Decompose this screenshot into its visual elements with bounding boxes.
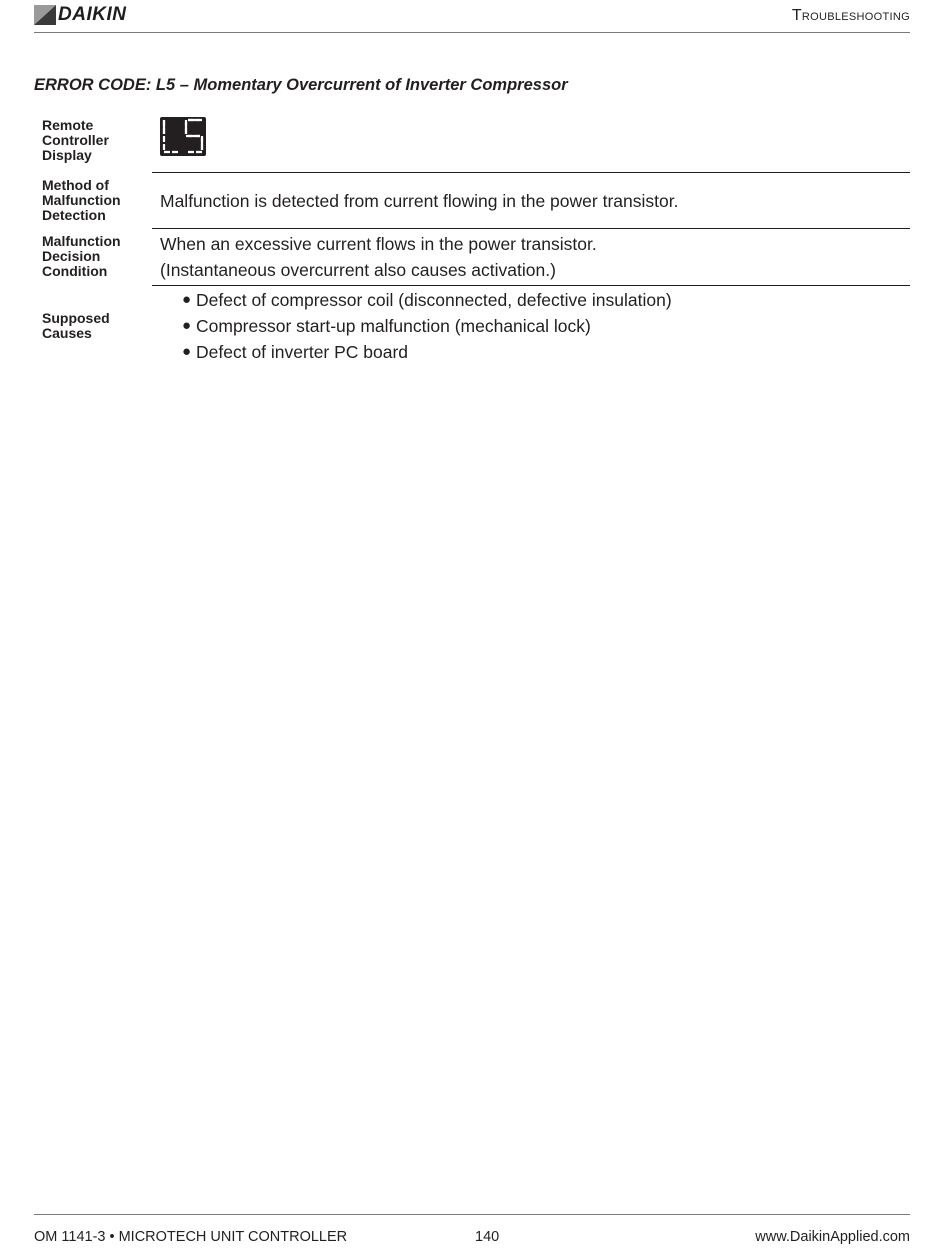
bullet-icon: ● [182, 343, 192, 360]
label-line: Malfunction [42, 192, 121, 208]
decision-line: (Instantaneous overcurrent also causes activation.) [160, 260, 556, 280]
label-line: Display [42, 147, 92, 163]
lcd-l5-segments-icon [160, 117, 206, 156]
label-remote-controller-display [42, 118, 109, 163]
label-line: Method of [42, 177, 109, 193]
daikin-logo [34, 4, 126, 26]
page-header [34, 0, 910, 33]
list-item [182, 313, 672, 339]
label-line: Condition [42, 263, 108, 279]
label-line: Causes [42, 325, 92, 341]
cause-text: Compressor start-up malfunction (mechanical lock) [196, 316, 591, 336]
label-line: Remote [42, 117, 94, 133]
bullet-icon: ● [182, 291, 192, 308]
row-divider [152, 228, 910, 229]
decision-line: When an excessive current flows in the power transistor. [160, 234, 597, 254]
label-line: Malfunction [42, 233, 121, 249]
bullet-icon: ● [182, 317, 192, 334]
label-line: Decision [42, 248, 101, 264]
section-title: Troubleshooting [791, 7, 910, 24]
row-divider [152, 172, 910, 173]
logo-text: DAIKIN [58, 4, 127, 25]
decision-condition-text [160, 231, 597, 283]
cause-text: Defect of inverter PC board [196, 342, 409, 362]
list-item [182, 339, 672, 365]
label-supposed-causes [42, 311, 110, 341]
label-malfunction-decision-condition [42, 234, 121, 279]
row-divider [152, 285, 910, 286]
method-detection-text: Malfunction is detected from current flowing in the power transistor. [160, 191, 679, 211]
list-item [182, 287, 672, 313]
document-id: OM 1141-3 • MICROTECH UNIT CONTROLLER [34, 1229, 348, 1245]
cause-text: Defect of compressor coil (disconnected, defective insulation) [196, 290, 672, 310]
supposed-causes-list [182, 287, 672, 365]
daikin-logo-mark-icon [34, 5, 56, 25]
label-line: Controller [42, 132, 109, 148]
label-method-of-malfunction-detection [42, 178, 121, 223]
lcd-error-display [160, 117, 206, 156]
page-footer [34, 1214, 910, 1255]
page-number: 140 [475, 1229, 500, 1245]
label-line: Detection [42, 207, 106, 223]
error-code-title: ERROR CODE: L5 – Momentary Overcurrent of Inverter Compressor [34, 76, 568, 94]
website-link[interactable]: www.DaikinApplied.com [755, 1229, 910, 1245]
label-line: Supposed [42, 310, 110, 326]
